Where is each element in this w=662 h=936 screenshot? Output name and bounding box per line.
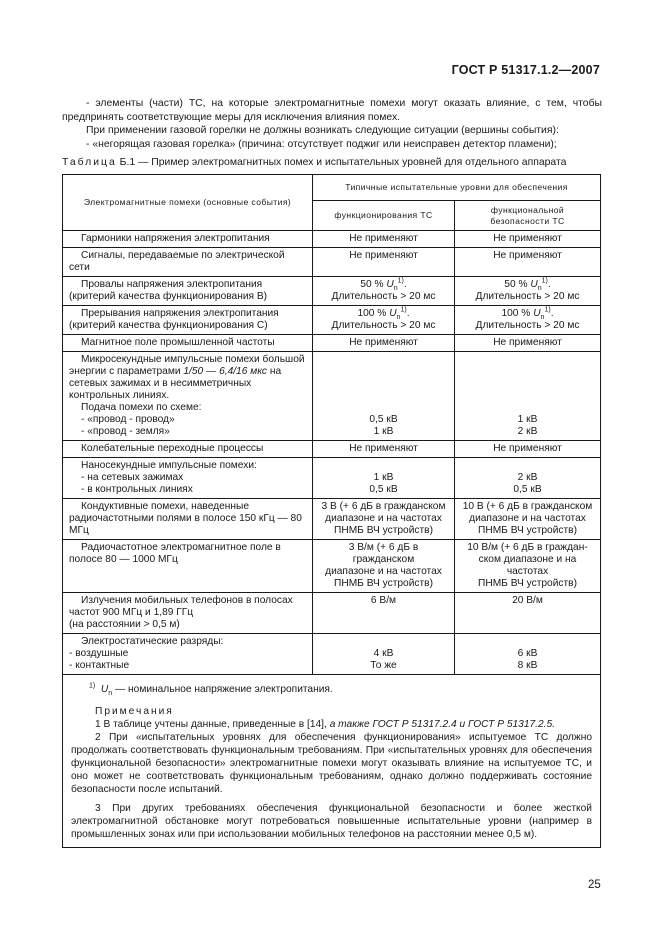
notes-title: Примечания (95, 706, 174, 717)
cell-value (313, 634, 455, 675)
row-name: Кондуктивные помехи, наведенные радиочастотными полями в полосе 150 кГц — 80 МГц (63, 499, 313, 540)
row-name: Радиочастотное электромагнитное поле в полосе 80 — 1000 МГц (63, 540, 313, 593)
footnote-text: — номинальное напряжение электропитания. (115, 684, 333, 695)
cell-text: - воздушные (69, 648, 129, 659)
cell-text: 6 кВ (517, 648, 538, 659)
row-name: Прерывания напряжения электропитания (критерий качества функционирования С) (63, 306, 313, 335)
row-name (63, 593, 313, 634)
header-cell-test-levels: Типичные испытательные уровни для обеспечения (313, 175, 601, 201)
cell-value: 100 % $U_n^{1)}$. Длительность > 20 мс (455, 306, 601, 335)
test-levels-table (62, 174, 601, 848)
cell-text: Длительность > 20 мс (331, 291, 436, 302)
cell-text: ском диапазоне и на частотах (478, 554, 577, 577)
cell-text: ПНМБ ВЧ устройств) (334, 578, 433, 589)
cell-text: Подача помехи по схеме: (81, 402, 202, 413)
cell-text: 50 % (360, 279, 384, 290)
table-notes (63, 675, 601, 848)
cell-text: 3 В/м (+ 6 дБ в гражданском (348, 542, 419, 565)
page-number: 25 (588, 879, 601, 891)
table-row (63, 306, 601, 335)
table-row (63, 231, 601, 248)
cell-text: (на расстоянии > 0,5 м) (69, 619, 180, 630)
cell-value (455, 352, 601, 441)
row-name: Колебательные переходные процессы (63, 441, 313, 458)
table-row (63, 540, 601, 593)
cell-value: 50 % $U_n^{1)}$. Длительность > 20 мс (313, 277, 455, 306)
cell-text: Длительность > 20 мс (475, 320, 580, 331)
cell-text: диапазоне и на частотах (469, 513, 586, 524)
cell-text: Длительность > 20 мс (331, 320, 436, 331)
cell-text: 1 кВ (373, 426, 394, 437)
intro-paragraph: При применении газовой горелки не должны возникать следующие ситуации (вершины события): (86, 125, 559, 136)
cell-value: Не применяют (313, 335, 455, 352)
cell-value: Не применяют (313, 231, 455, 248)
intro-text (62, 97, 602, 151)
footnote-mark: 1) (89, 682, 96, 690)
cell-text: - «провод - провод» (81, 414, 175, 425)
row-name: Провалы напряжения электропитания (критерий качества функционирования В) (63, 277, 313, 306)
cell-value (313, 352, 455, 441)
cell-text: 0,5 кВ (513, 484, 542, 495)
intro-paragraph: - «негорящая газовая горелка» (причина: отсутствует поджиг или неисправен детектор пламени); (86, 138, 557, 150)
cell-value: Не применяют (455, 231, 601, 248)
cell-value: 100 % $U_n^{1)}$. Длительность > 20 мс (313, 306, 455, 335)
cell-value (455, 499, 601, 540)
header-cell-disturbances: Электромагнитные помехи (основные события) (63, 175, 313, 231)
table-row (63, 352, 601, 441)
table-row (63, 248, 601, 277)
cell-text: 2 кВ (517, 426, 538, 437)
cell-text: 10 В (+ 6 дБ в гражданском (462, 501, 593, 512)
cell-text: 8 кВ (517, 660, 538, 671)
cell-text: ПНМБ ВЧ устройств) (478, 525, 577, 536)
cell-value: Не применяют (455, 248, 601, 277)
row-name (63, 352, 313, 441)
footnote: $^{1)}$ $U_n$ — номинальное напряжение электропитания. (89, 682, 333, 698)
row-name (63, 458, 313, 499)
cell-text: Излучения мобильных телефонов в полосах частот 900 МГц и 1,89 ГГц (69, 595, 293, 618)
cell-value (455, 458, 601, 499)
table-caption-text: Б.1 — Пример электромагнитных помех и испытательных уровней для отдельного аппарата (119, 157, 567, 168)
cell-text: ПНМБ ВЧ устройств) (478, 578, 577, 589)
cell-text: на сетевых зажимах и в несимметричных контрольных линиях. (69, 366, 282, 401)
cell-text: 0,5 кВ (369, 414, 398, 425)
header-cell-safety: функциональной безопасности ТС (455, 201, 601, 231)
cell-text: ПНМБ ВЧ устройств) (334, 525, 433, 536)
cell-text: - «провод - земля» (81, 426, 170, 437)
table-row (63, 441, 601, 458)
table-caption (62, 157, 602, 168)
standard-header: ГОСТ Р 51317.1.2—2007 (451, 63, 600, 77)
cell-text: Длительность > 20 мс (475, 291, 580, 302)
cell-value: Не применяют (455, 441, 601, 458)
row-name: Сигналы, передаваемые по электрической сети (63, 248, 313, 277)
intro-paragraph: - элементы (части) ТС, на которые электромагнитные помехи могут оказать влияние, с тем, чтобы предпринять соответствующие меры для исключения влияния помех. (62, 98, 602, 123)
cell-text: То же (370, 660, 397, 671)
note-text: 1 В таблице учтены данные, приведенные в [14], (95, 719, 327, 730)
cell-text: диапазоне и на частотах (325, 513, 442, 524)
cell-text: 3 В (+ 6 дБ в гражданском (321, 501, 446, 512)
cell-text: 50 % (504, 279, 528, 290)
cell-value (455, 540, 601, 593)
cell-text: 100 % (501, 308, 531, 319)
cell-text: - на сетевых зажимах (81, 472, 184, 483)
table-row (63, 335, 601, 352)
cell-value: Не применяют (313, 248, 455, 277)
cell-text: диапазоне и на частотах (325, 566, 442, 577)
row-name: Магнитное поле промышленной частоты (63, 335, 313, 352)
cell-value (455, 634, 601, 675)
table-caption-label: Таблица (62, 157, 117, 168)
row-name: Гармоники напряжения электропитания (63, 231, 313, 248)
header-cell-functioning: функционирования ТС (313, 201, 455, 231)
cell-value: 6 В/м (313, 593, 455, 634)
cell-text: - в контрольных линиях (81, 484, 193, 495)
note-3: 3 При других требованиях обеспечения функциональной безопасности и более жесткой электромагнитной обстановке могут потребоваться повышенные испытательные уровни (например в промышленных зонах или при использовании мобильных телефонов на расстоянии менее 0,5 м). (71, 803, 592, 840)
notes-row (63, 675, 601, 848)
cell-value: 50 % $U_n^{1)}$. Длительность > 20 мс (455, 277, 601, 306)
table-row (63, 277, 601, 306)
table-row (63, 634, 601, 675)
cell-text: - контактные (69, 660, 130, 671)
cell-text: 2 кВ (517, 472, 538, 483)
cell-text: 10 В/м (+ 6 дБ в граждан- (467, 542, 588, 553)
cell-text: 1 кВ (373, 472, 394, 483)
cell-text: Наносекундные импульсные помехи: (81, 460, 257, 471)
cell-text: 0,5 кВ (369, 484, 398, 495)
cell-value (313, 540, 455, 593)
cell-text: Микросекундные импульсные помехи большой энергии с параметрами (69, 354, 305, 377)
cell-text: Электростатические разряды: (81, 636, 224, 647)
cell-text: 1 кВ (517, 414, 538, 425)
table-row (63, 499, 601, 540)
cell-value: 20 В/м (455, 593, 601, 634)
cell-value: Не применяют (455, 335, 601, 352)
row-name (63, 634, 313, 675)
note-text: а также ГОСТ Р 51317.2.4 и ГОСТ Р 51317.2.5. (329, 719, 555, 730)
cell-text: 100 % (357, 308, 387, 319)
note-2: 2 При «испытательных уровнях для обеспечения функционирования» испытуемое ТС должно продолжать соответствовать функциональным требованиям. При «испытательных уровнях для обеспечения функциональной безопасности» электромагнитные помехи могут оказывать влияние на испытуемое ТС, и оно может не соответствовать функциональным требованиям, однако должно поддерживать состояние безопасности после испытаний. (71, 732, 592, 795)
cell-text: 4 кВ (373, 648, 394, 659)
table-row (63, 458, 601, 499)
cell-text: 1/50 — 6,4/16 мкс (183, 366, 267, 377)
cell-value: Не применяют (313, 441, 455, 458)
note-1 (71, 718, 592, 731)
cell-value (313, 499, 455, 540)
cell-value (313, 458, 455, 499)
table-row (63, 593, 601, 634)
